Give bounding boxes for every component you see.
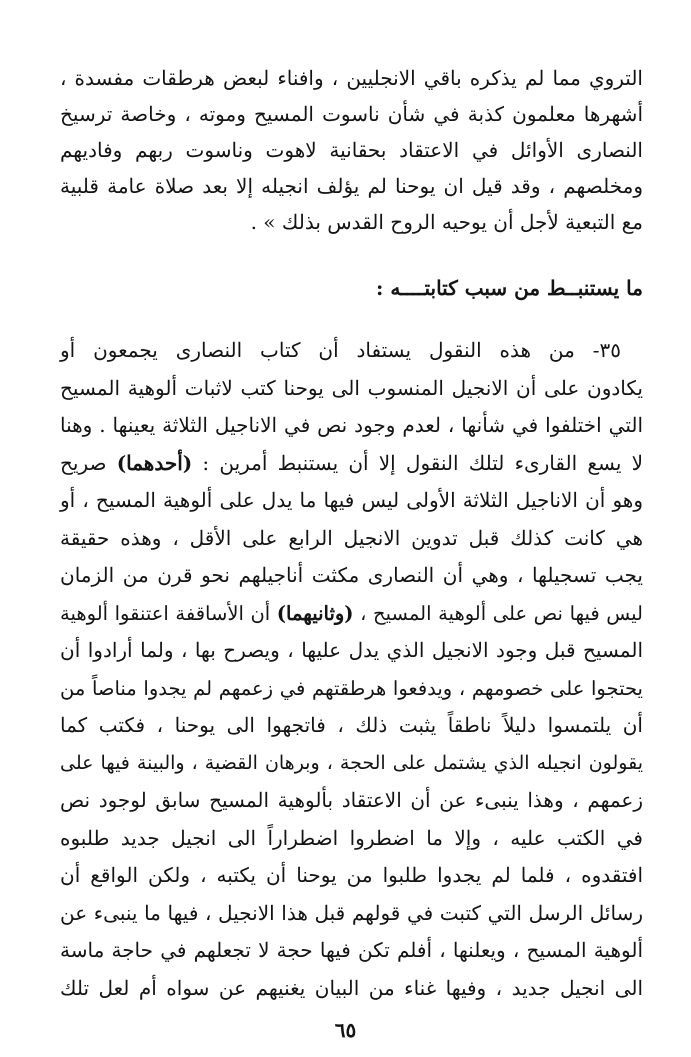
text-segment: ليس فيها نص على ألوهية المسيح ، <box>353 601 643 625</box>
text-line: مع التبعية لأجل أن يوحيه الروح القدس بذلك » . <box>250 210 643 234</box>
text-line: أشهرها معلمون كذبة في شأن ناسوت المسيح وموته ، وخاصة ترسيخ <box>60 102 643 126</box>
text-line <box>60 445 643 483</box>
emphasis-second: (وثانيهما) <box>276 601 354 625</box>
text-line: هي كانت كذلك قبل تدوين الانجيل الرابع على الأقل ، وهذه حقيقة <box>60 525 643 550</box>
body-paragraph <box>60 332 643 1007</box>
intro-paragraph <box>60 60 643 240</box>
text-line: النصارى الأوائل في الاعتقاد بحقانية لاهوت وناسوت ربهم وفاديهم <box>60 138 643 162</box>
text-line: رسائل الرسل التي كتبت في قولهم قبل هذا الانجيل ، فيها ما ينبىء عن <box>60 900 643 925</box>
text-line: أن يلتمسوا دليلاً ناطقاً يثبت ذلك ، فاتجهوا الى يوحنا ، فكتب كما <box>60 713 643 737</box>
text-line: يحتجوا على خصومهم ، ويدفعوا هرطقتهم في زعمهم لم يجدوا مناصاً من <box>60 676 643 700</box>
text-line: ألوهية المسيح ، ويعلنها ، أفلم تكن فيها حجة لا تجعلهم في حاجة ماسة <box>60 938 643 962</box>
section-heading: ما يستنبــط من سبب كتابتــــه : <box>375 276 643 300</box>
text-line: زعمهم ، وهذا ينبىء عن أن الاعتقاد بألوهية المسيح سابق لوجود نص <box>60 788 643 812</box>
emphasis-first: (أحدهما) <box>116 450 193 475</box>
text-segment: لا يسع القارىء لتلك النقول إلا أن يستنبط أمرين : <box>192 450 643 475</box>
text-line: في الكتب عليه ، وإلا ما اضطروا اضطراراً الى انجيل جديد طلبوه <box>60 825 643 850</box>
text-line: وهو أن الاناجيل الثلاثة الأولى ليس فيها ما يدل على ألوهية المسيح ، أو <box>60 488 643 512</box>
text-line <box>60 595 643 633</box>
text-line: يجب تسجيلها ، وهي أن النصارى مكثت أناجيلهم نحو قرن من الزمان <box>60 563 643 587</box>
text-line: افتقدوه ، فلما لم يجدوا طلبوا من يوحنا أن يكتبه ، ولكن الواقع أن <box>60 863 643 887</box>
text-line: المسيح قبل وجود الانجيل الذي يدل عليها ، ويصرح بها ، ولما أرادوا أن <box>60 638 643 662</box>
text-line: يكادون على أن الانجيل المنسوب الى يوحنا كتب لاثبات ألوهية المسيح <box>60 375 643 400</box>
text-line: ٣٥- من هذه النقول يستفاد أن كتاب النصارى يجمعون أو <box>60 338 621 362</box>
text-line: التروي مما لم يذكره باقي الانجليين ، وافناء لبعض هرطقات مفسدة ، <box>60 66 643 90</box>
text-line: الى انجيل جديد ، وفيها غناء من البيان يغنيهم عن سواه أم لعل تلك <box>60 975 643 1000</box>
text-line: ومخلصهم ، وقد قيل ان يوحنا لم يؤلف انجيله إلا بعد صلاة عامة قلبية <box>60 174 643 198</box>
text-line: التي اختلفوا في شأنها ، لعدم وجود نص في الاناجيل الثلاثة يعينها . وهنا <box>60 413 643 437</box>
page-number: ٦٥ <box>334 1018 357 1042</box>
text-segment: أن الأساقفة اعتنقوا ألوهية <box>60 601 277 625</box>
text-segment: صريح <box>60 450 117 475</box>
text-line: يقولون انجيله الذي يشتمل على الحجة ، وبرهان القضية ، والبينة فيها على <box>60 751 643 774</box>
